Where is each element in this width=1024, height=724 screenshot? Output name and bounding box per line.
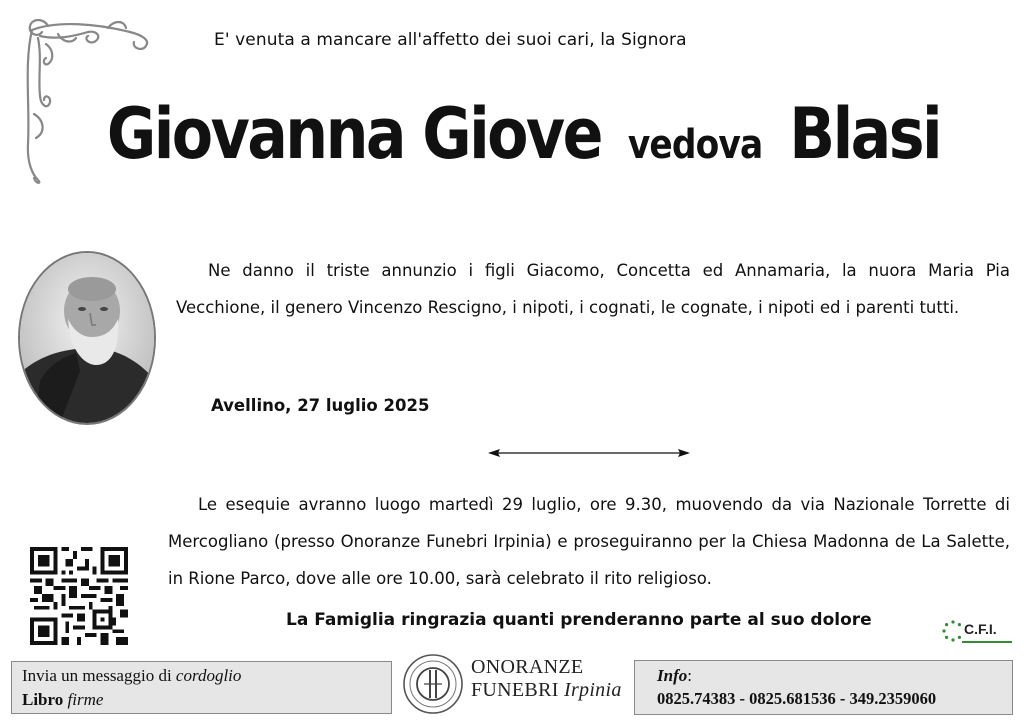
portrait-image xyxy=(20,253,154,423)
info-label-row xyxy=(657,664,990,687)
logo-line-2b: Irpinia xyxy=(563,679,622,701)
double-arrow-divider-icon xyxy=(486,445,692,461)
info-box xyxy=(634,660,1013,715)
info-label: Info xyxy=(657,666,688,685)
guestbook-prefix: Libro xyxy=(22,690,64,709)
guestbook-link[interactable] xyxy=(22,688,381,712)
logo-line-2 xyxy=(471,679,622,702)
condolence-link[interactable] xyxy=(22,664,381,688)
funeral-text: Le esequie avranno luogo martedì 29 luglio, ore 9.30, muovendo da via Nazionale Torrette di Mercogliano (presso Onoranze Funebri Irpinia) e proseguiranno per la Chiesa Madonna de La Salette, in Rione Parco, dove alle ore 10.00, sarà celebrato il rito religioso. xyxy=(168,495,1010,588)
cfi-label: C.F.I. xyxy=(964,621,997,637)
thanks-line: La Famiglia ringrazia quanti prenderanno parte al suo dolore xyxy=(286,610,872,630)
condolence-prefix: Invia un messaggio di xyxy=(22,666,172,685)
funeral-home-name xyxy=(471,656,622,702)
portrait xyxy=(18,251,156,425)
married-name: Blasi xyxy=(789,93,941,175)
intro-line: E' venuta a mancare all'affetto dei suoi cari, la Signora xyxy=(214,30,687,50)
funeral-home-seal-icon xyxy=(402,650,464,716)
logo-line-1: ONORANZE xyxy=(471,656,584,678)
guestbook-word: firme xyxy=(67,690,104,709)
logo-line-2a: FUNEBRI xyxy=(471,679,559,701)
info-colon: : xyxy=(687,666,692,685)
announcement-text: Ne danno il triste annunzio i figli Giacomo, Concetta ed Annamaria, la nuora Maria Pia Vecchione, il genero Vincenzo Rescigno, i nipoti, i cognati, le cognate, i nipoti ed i parenti tutti. xyxy=(176,261,1010,317)
first-name: Giovanna Giove xyxy=(106,93,601,175)
cfi-dots-icon xyxy=(942,620,964,642)
cfi-logo xyxy=(942,617,1014,651)
name-connector: vedova xyxy=(627,122,763,168)
phone-numbers[interactable]: 0825.74383 - 0825.681536 - 349.2359060 xyxy=(657,689,937,708)
deceased-name xyxy=(83,92,964,176)
cfi-underline xyxy=(962,641,1012,643)
place-date: Avellino, 27 luglio 2025 xyxy=(211,396,430,415)
qr-code-icon[interactable] xyxy=(30,547,128,645)
condolence-word: cordoglio xyxy=(175,666,242,685)
condolence-box[interactable] xyxy=(11,661,392,714)
